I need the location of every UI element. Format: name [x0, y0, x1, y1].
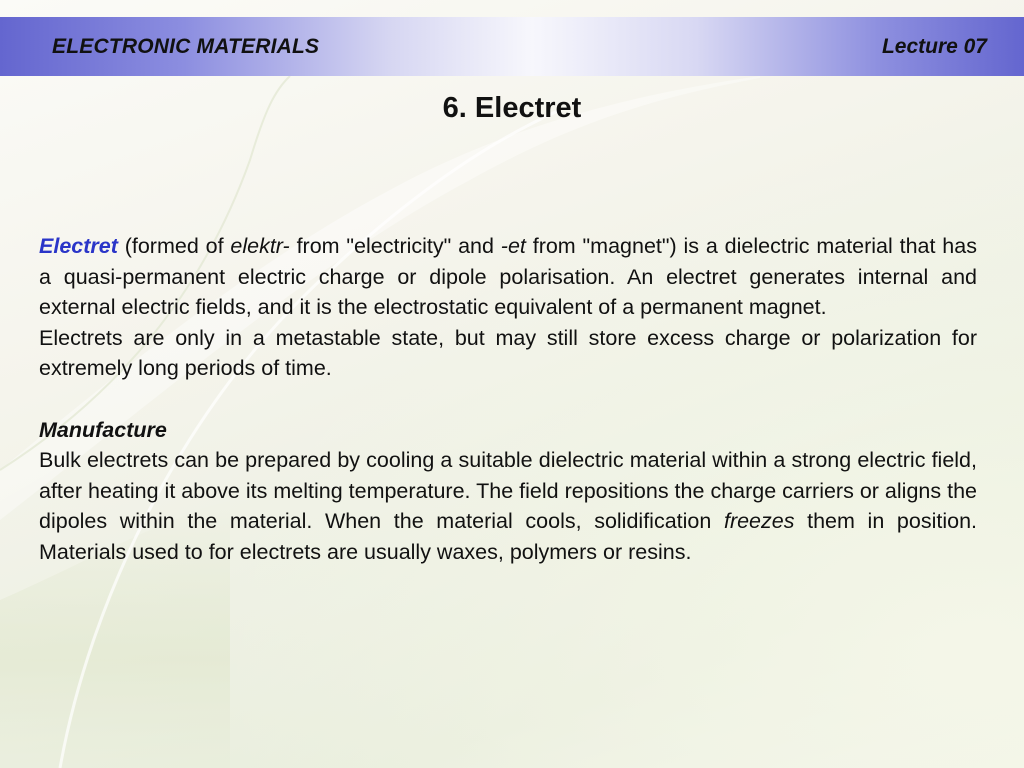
manufacture-text-1: Bulk electrets can be prepared by cooling a suitable dielectric material within a strong electric field, after heating it above its melting temperature. The field repositions the charge carriers or aligns the dipoles within the material. When the material cools, solidification	[39, 448, 977, 534]
spacer	[39, 384, 977, 415]
course-title: ELECTRONIC MATERIALS	[52, 35, 320, 58]
manufacture-paragraph	[39, 445, 977, 567]
slide-body	[39, 231, 977, 568]
manufacture-italic-1: freezes	[723, 509, 795, 534]
intro-text-3: from "magnet") is a dielectric material that has a quasi-permanent electric charge or dipole polarisation. An electret generates internal and external electric fields, and it is the electrostatic equivalent of a permanent magnet.	[39, 234, 977, 320]
intro-italic-2: -et	[500, 234, 526, 258]
intro-text-2: from "electricity" and	[289, 234, 501, 258]
lecture-number: Lecture 07	[881, 35, 987, 58]
manufacture-text-2: them in position. Materials used to for electrets are usually waxes, polymers or resins.	[39, 509, 978, 564]
intro-text-1: (formed of	[117, 234, 231, 258]
term-electret: Electret	[39, 234, 118, 258]
intro-italic-1: elektr-	[230, 234, 290, 258]
slide-title: 6. Electret	[442, 92, 582, 124]
manufacture-heading: Manufacture	[39, 417, 167, 442]
header-bar	[0, 17, 1024, 76]
intro-paragraph	[39, 231, 977, 323]
metastable-paragraph: Electrets are only in a metastable state, but may still store excess charge or polarization for extremely long periods of time.	[39, 325, 977, 381]
